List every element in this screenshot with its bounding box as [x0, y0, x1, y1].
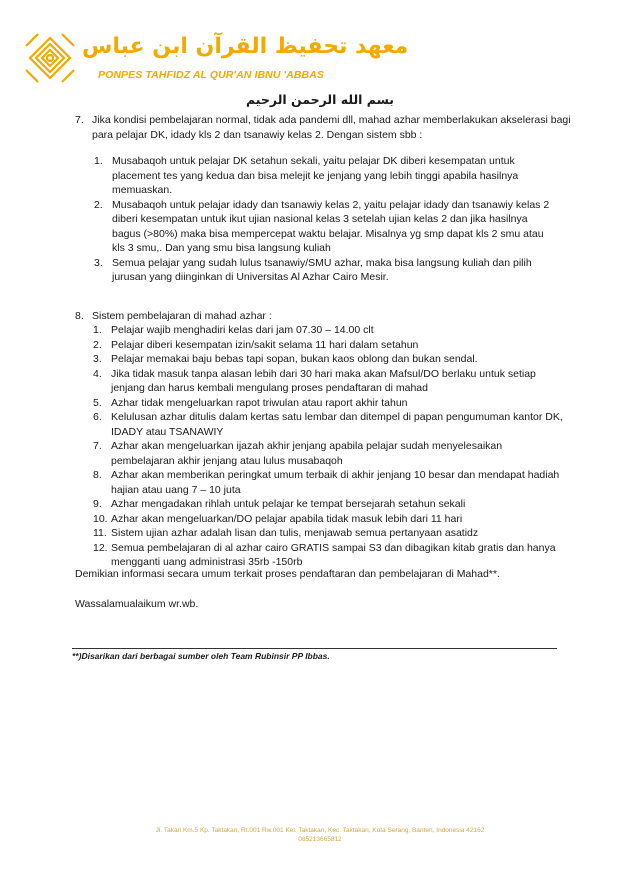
list-item-text: Azhar mengadakan rihlah untuk pelajar ke tempat bersejarah setahun sekali [111, 498, 466, 510]
list-item-text: Pelajar wajib menghadiri kelas dari jam 07.30 – 14.00 clt [111, 324, 374, 336]
list-item-text: Pelajar memakai baju bebas tapi sopan, bukan kaos oblong dan bukan sendal. [111, 353, 478, 365]
list-item [93, 396, 563, 411]
list-item-text: Musabaqoh untuk pelajar DK setahun sekali, yaitu pelajar DK diberi kesempatan untuk placement tes yang kedua dan bisa melejit ke jenjang yang lebih tinggi apabila hasilnya memuaskan. [112, 155, 519, 196]
list-item-number: 2. [93, 338, 102, 351]
section-8-title: Sistem pembelajaran di mahad azhar : [92, 310, 272, 322]
list-item [94, 256, 554, 285]
phone-line: 085213665812 [298, 836, 342, 843]
list-item [93, 512, 563, 527]
list-item-text: Sistem ujian azhar adalah lisan dan tulis, menjawab semua pertanyaan asatidz [111, 527, 479, 539]
section-7-list [94, 154, 554, 285]
list-item-number: 3. [93, 353, 102, 365]
list-item-number: 1. [94, 155, 103, 167]
logo-arabic-text: معهد تحفيظ القرآن ابن عباس [82, 34, 409, 59]
list-item-number: 6. [93, 411, 102, 423]
ornament-logo-icon [24, 32, 76, 84]
list-item-text: Kelulusan azhar ditulis dalam kertas satu lembar dan ditempel di papan pengumuman kantor DK, IDADY atau TSANAWIY [111, 411, 563, 438]
footer-address [0, 826, 640, 844]
list-item-text: Semua pelajar yang sudah lulus tsanawiy/SMU azhar, maka bisa langsung kuliah dan pilih jurusan yang diinginkan di Universitas Al Azhar Cairo Mesir. [112, 256, 532, 283]
list-item-number: 2. [94, 198, 103, 211]
list-item [93, 352, 563, 367]
list-item-number: 3. [94, 256, 103, 269]
list-item [93, 439, 563, 468]
list-item-text: Pelajar diberi kesempatan izin/sakit selama 11 hari dalam setahun [111, 338, 419, 351]
list-item-text: Semua pembelajaran di al azhar cairo GRATIS sampai S3 dan dibagikan kitab gratis dan hanya mengganti uang administrasi 35rb -150rb [111, 541, 556, 568]
list-item-number: 10. [93, 512, 108, 525]
list-item-number: 1. [93, 324, 102, 336]
logo-latin-text: PONPES TAHFIDZ AL QUR'AN IBNU 'ABBAS [98, 69, 324, 81]
list-item [93, 410, 563, 439]
list-item-number: 8. [93, 469, 102, 481]
list-item-number: 12. [93, 541, 108, 554]
section-7-text: Jika kondisi pembelajaran normal, tidak ada pandemi dll, mahad azhar memberlakukan akselerasi bagi para pelajar DK, idady kls 2 dan tsanawiy kelas 2. Dengan sistem sbb : [92, 114, 571, 141]
list-item-number: 7. [93, 440, 102, 452]
list-item-text: Azhar tidak mengeluarkan rapot triwulan atau raport akhir tahun [111, 396, 408, 409]
list-item [93, 468, 563, 497]
list-item [94, 154, 554, 198]
list-item [93, 338, 563, 353]
list-item-text: Musabaqoh untuk pelajar idady dan tsanawiy kelas 2, yaitu pelajar idady dan tsanawiy kelas 2 diberi kesempatan untuk ikut ujian nasional kelas 3 setelah ujian kelas 2 dan jika hasilnya bagus (>80%) maka bisa mempercepat waktu belajar. Misalnya yg smp dapat kls 2 smu atau kls 3 smu,. Dan yang smu bisa langsung kuliah [112, 198, 550, 254]
list-item [93, 367, 563, 396]
list-item [93, 541, 563, 570]
list-item-number: 11. [93, 527, 107, 539]
list-item-text: Jika tidak masuk tanpa alasan lebih dari 30 hari maka akan Mafsul/DO berlaku untuk setiap jenjang dan harus kembali mengulang proses pendaftaran di mahad [111, 367, 536, 394]
section-7-number: 7. [75, 114, 84, 126]
section-8-number: 8. [75, 310, 84, 322]
closing-info: Demikian informasi secara umum terkait proses pendaftaran dan pembelajaran di Mahad**. [75, 568, 500, 580]
list-item [93, 526, 563, 541]
list-item-text: Azhar akan memberikan peringkat umum terbaik di akhir jenjang 10 besar dan mendapat hadiah hajian atau uang 7 – 10 juta [111, 469, 560, 496]
list-item [94, 198, 554, 256]
basmalah: بسم الله الرحمن الرحيم [246, 92, 394, 107]
list-item-number: 4. [93, 367, 102, 380]
closing-salam: Wassalamualaikum wr.wb. [75, 598, 199, 610]
header-logo [24, 32, 409, 92]
list-item-number: 5. [93, 396, 102, 409]
footnote-divider [72, 648, 557, 649]
address-line: Jl. Takari Km.5 Kp. Taktakan, Rt.001 Rw.001 Kel. Taktakan, Kec. Taktakan, Kota Serang, Banten, Indonesia 42162 [155, 827, 485, 834]
list-item-text: Azhar akan mengeluarkan/DO pelajar apabila tidak masuk lebih dari 11 hari [111, 512, 463, 525]
list-item [93, 497, 563, 512]
list-item-number: 9. [93, 498, 102, 510]
footnote: **)Disarikan dari berbagai sumber oleh Team Rubinsir PP Ibbas. [72, 651, 330, 661]
list-item [93, 323, 563, 338]
list-item-text: Azhar akan mengeluarkan ijazah akhir jenjang apabila pelajar sudah menyelesaikan pembelajaran akhir jenjang atau lulus musabaqoh [111, 440, 503, 467]
section-8-list [93, 323, 563, 570]
